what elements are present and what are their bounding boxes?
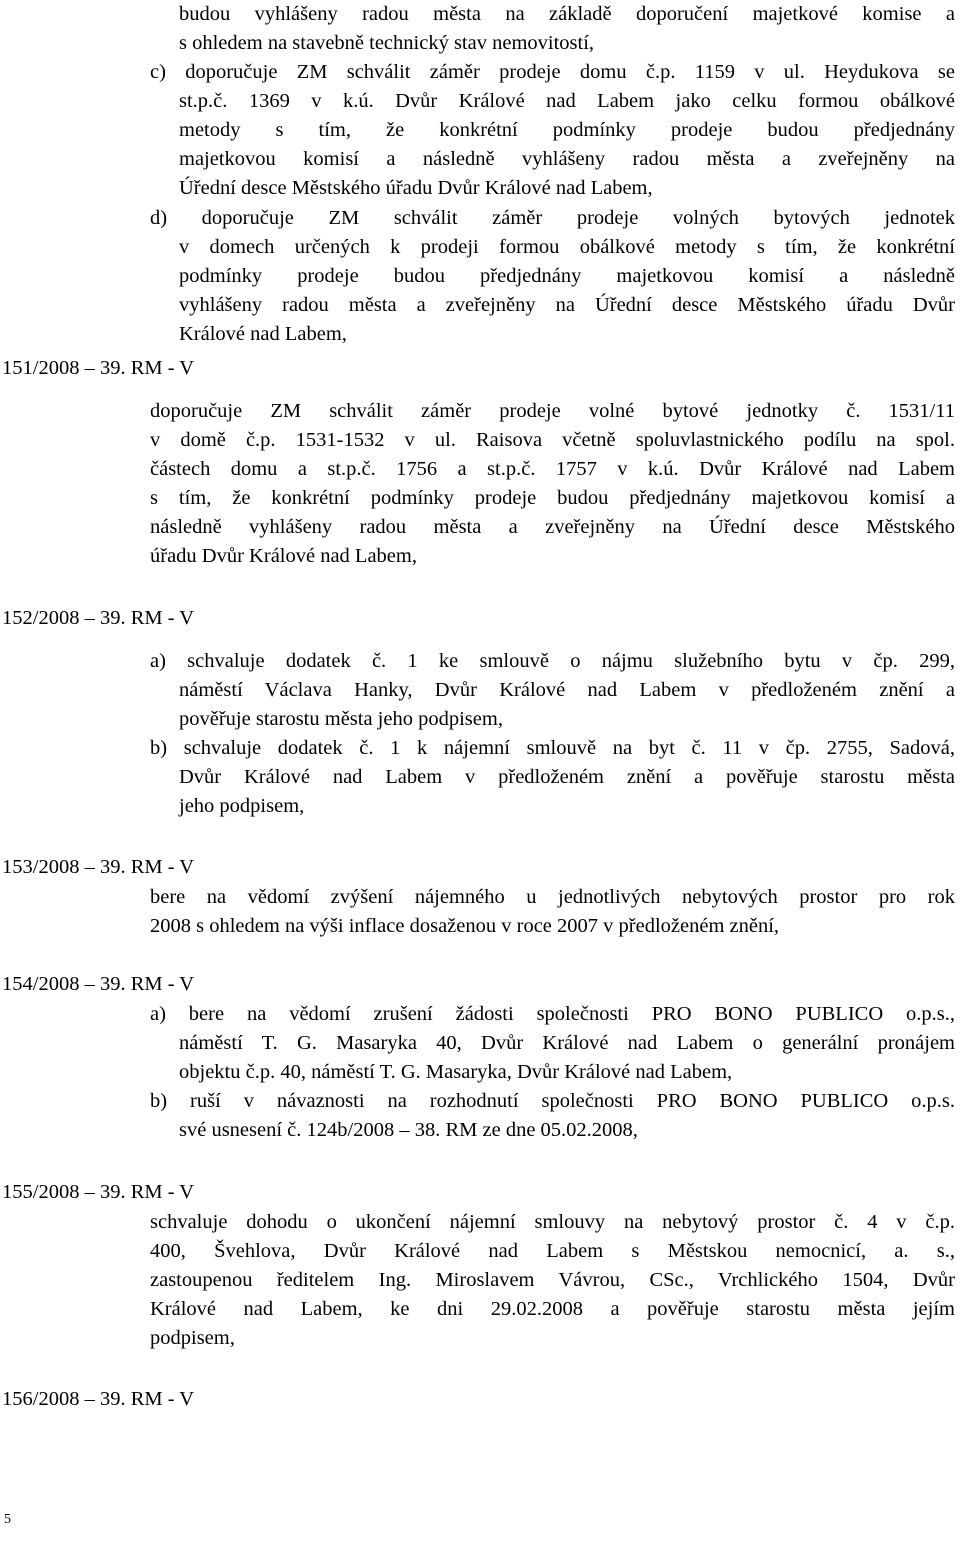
text-line: v domě č.p. 1531-1532 v ul. Raisova včetně spoluvlastnického podílu na spol. [150,429,955,451]
resolution-heading: 151/2008 – 39. RM - V [2,357,195,379]
text-line: podmínky prodeje budou předjednány majetkovou komisí a následně [179,265,955,287]
text-line: s tím, že konkrétní podmínky prodeje budou předjednány majetkovou komisí a [150,487,955,509]
text-line: Králové nad Labem, [179,323,347,345]
text-line: a) schvaluje dodatek č. 1 ke smlouvě o nájmu služebního bytu v čp. 299, [150,650,955,672]
text-line: b) schvaluje dodatek č. 1 k nájemní smlouvě na byt č. 11 v čp. 2755, Sadová, [150,737,955,759]
text-line: své usnesení č. 124b/2008 – 38. RM ze dne 05.02.2008, [179,1119,638,1141]
text-line: podpisem, [150,1327,235,1349]
text-line: majetkovou komisí a následně vyhlášeny radou města a zveřejněny na [179,148,955,170]
text-line: b) ruší v návaznosti na rozhodnutí společnosti PRO BONO PUBLICO o.p.s. [150,1090,955,1112]
resolution-heading: 156/2008 – 39. RM - V [2,1388,195,1410]
text-line: náměstí T. G. Masaryka 40, Dvůr Králové nad Labem o generální pronájem [179,1032,955,1054]
text-line: bere na vědomí zvýšení nájemného u jednotlivých nebytových prostor pro rok [150,886,955,908]
text-line: doporučuje ZM schválit záměr prodeje volné bytové jednotky č. 1531/11 [150,400,955,422]
text-line: následně vyhlášeny radou města a zveřejněny na Úřední desce Městského [150,516,955,538]
text-line: částech domu a st.p.č. 1756 a st.p.č. 1757 v k.ú. Dvůr Králové nad Labem [150,458,955,480]
resolution-heading: 152/2008 – 39. RM - V [2,607,195,629]
text-line: jeho podpisem, [179,795,305,817]
text-line: vyhlášeny radou města a zveřejněny na Úřední desce Městského úřadu Dvůr [179,294,955,316]
text-line: Králové nad Labem, ke dni 29.02.2008 a pověřuje starostu města jejím [150,1298,955,1320]
text-line: náměstí Václava Hanky, Dvůr Králové nad Labem v předloženém znění a [179,679,955,701]
resolution-heading: 155/2008 – 39. RM - V [2,1181,195,1203]
text-line: objektu č.p. 40, náměstí T. G. Masaryka, Dvůr Králové nad Labem, [179,1061,733,1083]
text-line: 400, Švehlova, Dvůr Králové nad Labem s Městskou nemocnicí, a. s., [150,1240,955,1262]
text-line: schvaluje dohodu o ukončení nájemní smlouvy na nebytový prostor č. 4 v č.p. [150,1211,955,1233]
text-line: c) doporučuje ZM schválit záměr prodeje domu č.p. 1159 v ul. Heydukova se [150,61,955,83]
text-line: metody s tím, že konkrétní podmínky prodeje budou předjednány [179,119,955,141]
text-line: pověřuje starostu města jeho podpisem, [179,708,503,730]
text-line: st.p.č. 1369 v k.ú. Dvůr Králové nad Labem jako celku formou obálkové [179,90,955,112]
text-line: úřadu Dvůr Králové nad Labem, [150,545,417,567]
resolution-heading: 153/2008 – 39. RM - V [2,856,195,878]
text-line: a) bere na vědomí zrušení žádosti společnosti PRO BONO PUBLICO o.p.s., [150,1003,955,1025]
text-line: s ohledem na stavebně technický stav nemovitostí, [179,32,595,54]
text-line: Dvůr Králové nad Labem v předloženém znění a pověřuje starostu města [179,766,955,788]
text-line: 2008 s ohledem na výši inflace dosaženou v roce 2007 v předloženém znění, [150,915,780,937]
text-line: zastoupenou ředitelem Ing. Miroslavem Vávrou, CSc., Vrchlického 1504, Dvůr [150,1269,955,1291]
text-line: v domech určených k prodeji formou obálkové metody s tím, že konkrétní [179,236,955,258]
resolution-heading: 154/2008 – 39. RM - V [2,973,195,995]
text-line: d) doporučuje ZM schválit záměr prodeje volných bytových jednotek [150,207,955,229]
page-number: 5 [4,1512,11,1527]
text-line: Úřední desce Městského úřadu Dvůr Králové nad Labem, [179,177,653,199]
text-line: budou vyhlášeny radou města na základě doporučení majetkové komise a [179,3,955,25]
